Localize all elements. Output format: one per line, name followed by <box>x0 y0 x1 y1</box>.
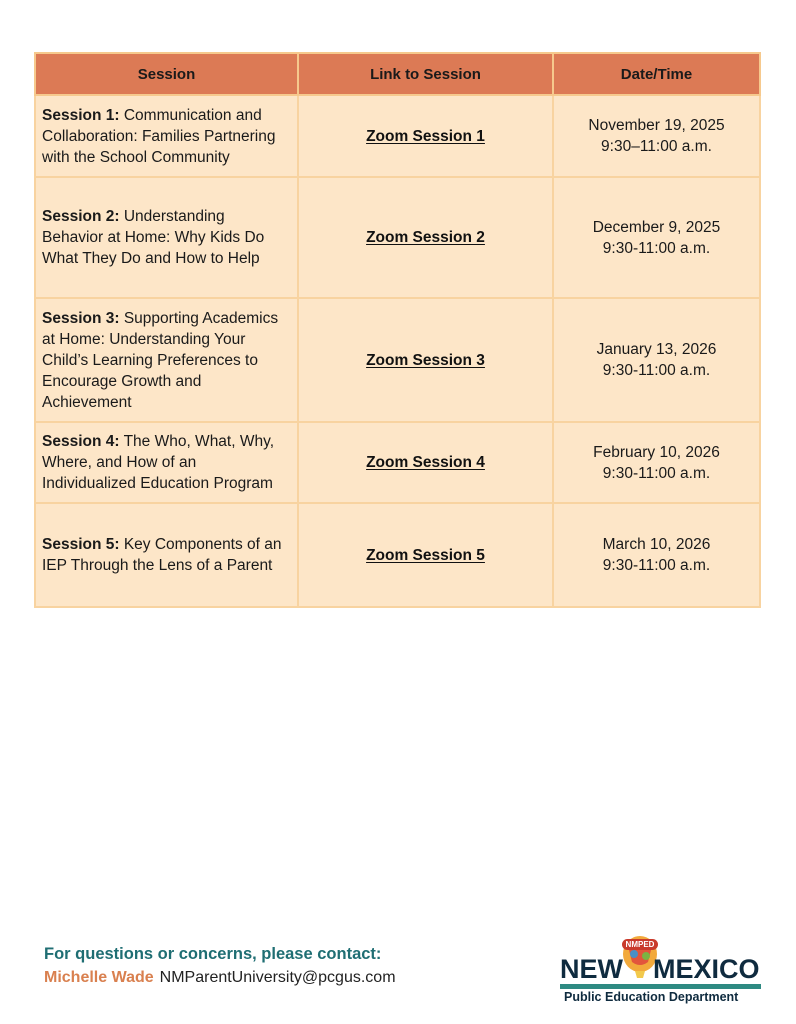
header-session: Session <box>35 53 298 95</box>
session-time: 9:30-11:00 a.m. <box>602 464 711 482</box>
contact-line <box>44 969 396 987</box>
session-date: February 10, 2026 <box>593 443 720 461</box>
logo-badge: NMPED <box>622 939 658 950</box>
session-schedule-table <box>34 52 761 608</box>
session-datetime <box>553 177 760 298</box>
session-label: Session 4: <box>42 433 120 450</box>
zoom-session-3-link[interactable]: Zoom Session 3 <box>366 351 485 369</box>
session-date: January 13, 2026 <box>596 341 717 358</box>
session-datetime <box>553 422 760 503</box>
table-row <box>35 95 760 177</box>
zoom-session-4-link[interactable]: Zoom Session 4 <box>366 454 485 471</box>
session-description <box>35 422 298 503</box>
session-description <box>35 503 298 607</box>
contact-heading: For questions or concerns, please contact: <box>44 945 382 963</box>
session-link-cell <box>298 422 553 503</box>
zoom-session-1-link[interactable]: Zoom Session 1 <box>366 127 485 145</box>
session-description <box>35 298 298 422</box>
session-label: Session 2: <box>42 208 120 225</box>
table-row <box>35 177 760 298</box>
table-header-row <box>35 53 760 95</box>
session-link-cell <box>298 95 553 177</box>
session-label: Session 1: <box>42 106 120 124</box>
session-datetime <box>553 95 760 177</box>
session-time: 9:30-11:00 a.m. <box>602 557 711 574</box>
logo-word-new: NEW <box>560 954 623 984</box>
session-time: 9:30–11:00 a.m. <box>601 138 712 155</box>
session-link-cell <box>298 503 553 607</box>
zoom-session-2-link[interactable]: Zoom Session 2 <box>366 229 485 246</box>
header-datetime: Date/Time <box>553 53 760 95</box>
header-link: Link to Session <box>298 53 553 95</box>
session-description <box>35 177 298 298</box>
session-datetime <box>553 503 760 607</box>
logo-word-mexico: MEXICO <box>653 954 760 984</box>
logo-subtitle: Public Education Department <box>564 990 739 1004</box>
contact-email-link[interactable]: NMParentUniversity@pcgus.com <box>159 969 396 986</box>
session-title: Key Components of an IEP Through the Lens of a Parent <box>42 536 282 574</box>
session-time: 9:30-11:00 a.m. <box>602 362 711 379</box>
contact-footer <box>44 945 396 987</box>
logo-underline <box>560 984 761 989</box>
session-title: Understanding Behavior at Home: Why Kids Do What They Do and How to Help <box>42 208 265 267</box>
session-date: December 9, 2025 <box>592 218 721 236</box>
session-description <box>35 95 298 177</box>
table-row <box>35 298 760 422</box>
session-title: The Who, What, Why, Where, and How of an Individualized Education Program <box>42 433 275 492</box>
session-date: November 19, 2025 <box>588 117 725 134</box>
session-date: March 10, 2026 <box>602 536 711 553</box>
session-title: Communication and Collaboration: Families Partnering with the School Community <box>42 106 276 166</box>
contact-name: Michelle Wade <box>44 969 154 986</box>
session-link-cell <box>298 298 553 422</box>
table-row <box>35 503 760 607</box>
session-title: Supporting Academics at Home: Understanding Your Child’s Learning Preferences to Encourage Growth and Achievement <box>42 309 279 411</box>
table-row <box>35 422 760 503</box>
session-label: Session 3: <box>42 309 120 327</box>
session-time: 9:30-11:00 a.m. <box>602 239 711 257</box>
session-datetime <box>553 298 760 422</box>
session-label: Session 5: <box>42 536 120 553</box>
nm-ped-logo <box>558 932 764 1008</box>
zoom-session-5-link[interactable]: Zoom Session 5 <box>366 546 485 564</box>
session-link-cell <box>298 177 553 298</box>
